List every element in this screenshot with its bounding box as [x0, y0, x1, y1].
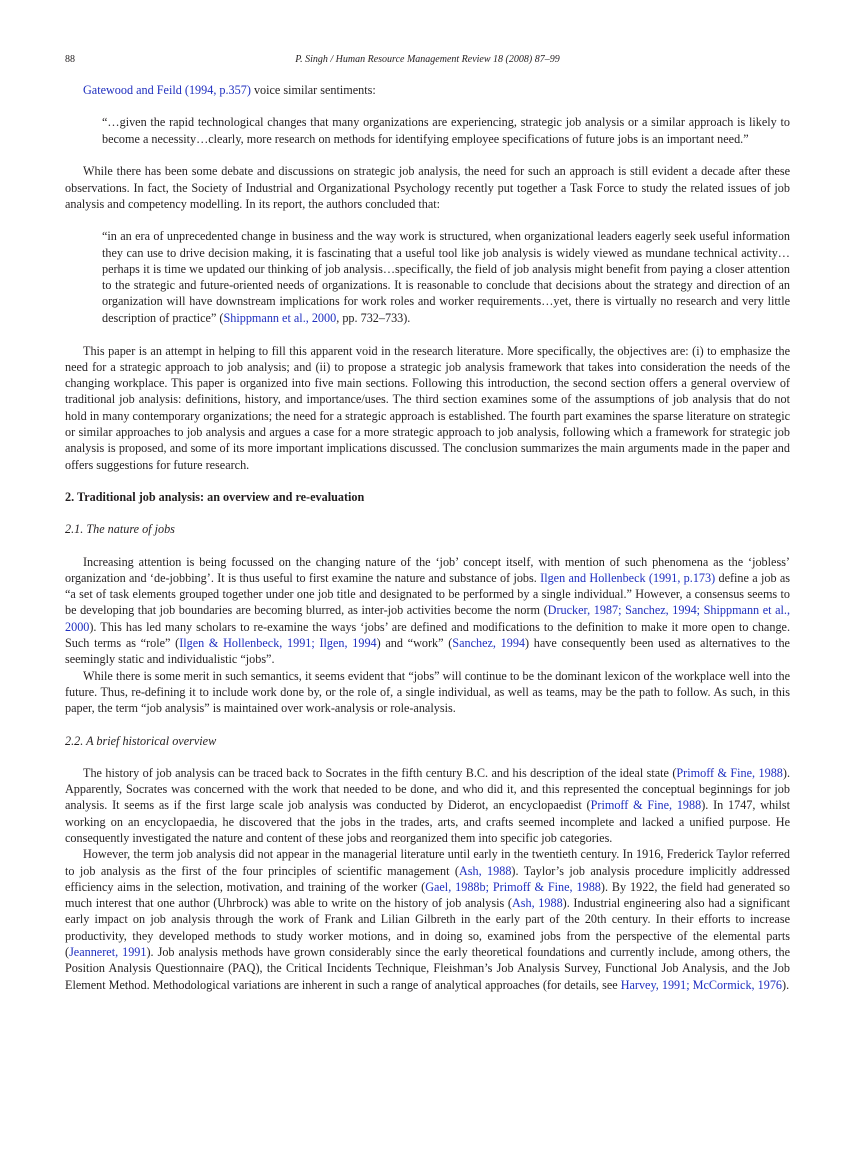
text-run: ). Job analysis methods have grown considerably since the early theoretical foundations and currently include, among others, the Position Analysis Questionnaire (PAQ), the Critical Incidents Technique, Fleishman’s Job Analysis Survey, Functional Job Analysis, and the Job Element Method. Methodological variations are inherent in such a range of analytical approaches (for details, see — [65, 945, 790, 992]
citation-link[interactable]: Gael, 1988b; Primoff & Fine, 1988 — [425, 879, 601, 894]
running-title: P. Singh / Human Resource Management Review 18 (2008) 87–99 — [295, 54, 560, 65]
section-heading: 2. Traditional job analysis: an overview and re-evaluation — [65, 489, 365, 504]
citation-link[interactable]: Jeanneret, 1991 — [69, 945, 147, 960]
text-run: ) have consequently been used as alternatives to the seemingly static and individualistic “jobs”. — [65, 636, 790, 667]
paragraph-1: While there has been some debate and discussions on strategic job analysis, the need for such an approach is still evident a decade after these observations. In fact, the Society of Industrial and Organizational Psychology recently put together a Task Force to study the related issues of job analysis and competency modelling. In its report, the authors concluded that: — [65, 164, 790, 211]
page-number: 88 — [65, 54, 75, 65]
paragraph-2: This paper is an attempt in helping to fill this apparent void in the research literature. More specifically, the objectives are: (i) to emphasize the need for a strategic approach to job analysis; and (ii) to propose a strategic job analysis framework that takes into consideration the needs of the changing workplace. This paper is organized into five main sections. Following this introduction, the second section offers a general overview of traditional job analysis: definitions, history, and importance/uses. The third section examines some of the assumptions of job analysis that do not hold in many contemporary organizations; the need for a strategic approach is established. The fourth part examines the sparse literature on strategic or similar approaches to job analysis and argues a case for a more strategic approach to job analysis, following which a framework for strategic job analysis is proposed, and some of its more important implications discussed. The conclusion summarizes the main arguments made in the paper and offers suggestions for future research. — [65, 343, 790, 472]
text-run: ) and “work” ( — [376, 636, 453, 651]
text-run: However, the term job analysis did not appear in the managerial literature until early in the twentieth century. In 1916, Frederick Taylor referred to job analysis as the first of the four principles of scientific management ( — [65, 847, 790, 878]
quote-tail: , pp. 732–733). — [336, 310, 411, 325]
text-run: ). — [782, 977, 790, 992]
running-header — [65, 53, 790, 67]
text-run: Increasing attention is being focussed on the changing nature of the ‘job’ concept itself, with mention of such phenomena as the ‘jobless’ organization and ‘de-jobbing’. It is thus useful to first examine the nature and substance of jobs. — [65, 554, 790, 585]
text-run: ). Industrial engineering also had a significant early impact on job analysis through the work of Frank and Lilian Gilbreth in the early part of the 20th century. In their efforts to increase productivity, they developed methods to study worker motions, and in doing so, examined jobs from the perspective of the elemental parts ( — [65, 896, 791, 960]
text-run: ). In 1747, whilst working on an encyclopaedia, he discovered that the jobs in the trades, arts, and crafts seemed incomplete and lacked a unified purpose. He consequently investigated the nature and content of these jobs and reorganized them into specific job categories. — [65, 798, 791, 845]
text-run: ). Apparently, Socrates was concerned with the work that needed to be done, and who did it, and this represented the conceptual beginnings for job analysis. It seems as if the first large scale job analysis was conducted by Diderot, an encyclopaedist ( — [65, 765, 790, 813]
body-text — [65, 82, 790, 993]
block-quote-2 — [102, 228, 790, 326]
citation-link[interactable]: Harvey, 1991; McCormick, 1976 — [620, 977, 783, 992]
text-run: The history of job analysis can be traced back to Socrates in the fifth century B.C. and his description of the ideal state ( — [83, 765, 677, 780]
paragraph-history-1 — [65, 765, 790, 846]
citation-link[interactable]: Sanchez, 1994 — [452, 636, 526, 651]
citation-link[interactable]: Ash, 1988 — [511, 896, 563, 911]
citation-link[interactable]: Primoff & Fine, 1988 — [676, 765, 783, 780]
citation-link[interactable]: Drucker, 1987; Sanchez, 1994; Shippmann et al., 2000 — [65, 603, 790, 634]
citation-link[interactable]: Shippmann et al., 2000 — [223, 310, 337, 325]
subsection-heading: 2.2. A brief historical overview — [65, 733, 217, 748]
citation-link[interactable]: Ilgen and Hollenbeck (1991, p.173) — [540, 570, 716, 585]
text-run: ). Taylor’s job analysis procedure implicitly addressed efficiency aims in the selection, motivation, and training of the worker ( — [65, 863, 791, 894]
text-run: define a job as “a set of task elements grouped together under one job title and designated to be performed by a single individual.” However, a consensus seems to be developing that job boundaries are becoming blurred, as inter-job activities become the norm ( — [65, 570, 791, 618]
subsection-heading: 2.1. The nature of jobs — [65, 522, 175, 537]
text-run: ). This has led many scholars to re-examine the ways ‘jobs’ are defined and modifications to the definition to make it more open to change. Such terms as “role” ( — [65, 619, 790, 651]
paragraph-history-2 — [65, 846, 790, 993]
quote-text: “in an era of unprecedented change in business and the way work is structured, when organizational leaders eagerly seek useful information they can use to drive decision making, it is fascinating that a useful tool like job analysis is widely viewed as mundane technical activity…perhaps it is time we updated our thinking of job analysis…specifically, the field of job analysis might benefit from paying a closer attention to the strategic and future-oriented needs of organizations. It is reasonable to conclude that decisions about the strategy and direction of an organization will have downstream implications for work roles and worker requirements…yet, there is virtually no research and very little description of practice” ( — [102, 229, 790, 325]
intro-text: voice similar sentiments: — [250, 83, 376, 97]
intro-line — [65, 82, 790, 98]
citation-link[interactable]: Ash, 1988 — [458, 863, 512, 878]
paragraph-nature-1 — [65, 554, 790, 668]
block-quote-1: “…given the rapid technological changes that many organizations are experiencing, strategic job analysis or a similar approach is likely to become a necessity…clearly, more research on methods for identifying employee specifications of future jobs is an important need.” — [102, 115, 790, 146]
citation-link[interactable]: Gatewood and Feild (1994, p.357) — [83, 83, 251, 97]
paragraph-nature-2: While there is some merit in such semantics, it seems evident that “jobs” will continue to be the dominant lexicon of the workplace well into the future. Thus, re-defining it to include work done by, or the role of, a single individual, as well as teams, may be the path to follow. As such, in this paper, the term “job analysis” is maintained over work-analysis or role-analysis. — [65, 668, 790, 716]
citation-link[interactable]: Primoff & Fine, 1988 — [590, 798, 702, 813]
text-run: ). By 1922, the field had generated so much interest that one author (Uhrbrock) was able to write on the history of job analysis ( — [65, 879, 790, 911]
citation-link[interactable]: Ilgen & Hollenbeck, 1991; Ilgen, 1994 — [179, 636, 377, 651]
